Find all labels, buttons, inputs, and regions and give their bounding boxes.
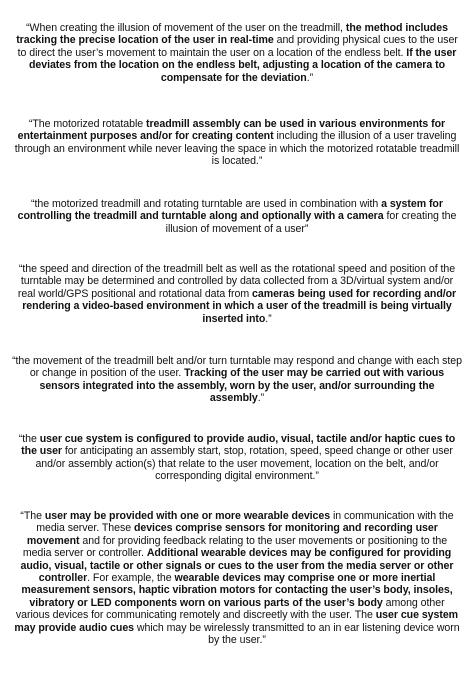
quote-text: .” bbox=[265, 312, 272, 325]
quote-text: “The motorized rotatable bbox=[28, 118, 146, 130]
quote-text: “the motorized treadmill and rotating turntable are used in combination with bbox=[31, 198, 382, 210]
quote-text: and for providing feedback relating to the user movements or positioning to the media server or controller. bbox=[22, 534, 448, 560]
quote-text: “the bbox=[18, 433, 40, 445]
quote-emphasis: wearable devices may comprise one or more inertial measurement sensors, haptic vibration motors for contacting the user’s body, insoles, vibratory or LED components worn on various parts of the user’s body bbox=[21, 572, 453, 609]
quote-treadmill-assembly bbox=[12, 118, 462, 168]
quote-text: . For example, the bbox=[87, 572, 175, 585]
quote-text: which may be wirelessly transmitted to an in ear listening device worn by the user.” bbox=[134, 621, 460, 647]
quote-text: for anticipating an assembly start, stop, rotation, speed, speed change or other user and/or assembly action(s) that relate to the user movement, location on the belt, and/or corresponding digital environment.” bbox=[35, 445, 453, 483]
quote-text: “The bbox=[20, 510, 45, 522]
quote-emphasis: Tracking of the user may be carried out with various sensors integrated into the assembly, worn by the user, and/or surrounding the assembly bbox=[39, 367, 445, 405]
quote-emphasis: Additional wearable devices may be configured for providing audio, visual, tactile or other signals or cues to the user from the media server or other controller bbox=[20, 547, 454, 585]
quote-text: for creating the illusion of movement of a user” bbox=[165, 210, 457, 235]
quote-tracking-method bbox=[12, 22, 462, 84]
quote-control-system bbox=[12, 198, 462, 235]
quote-text: “the movement of the treadmill belt and/or turn turntable may respond and change with each step or change in position of the user. bbox=[12, 355, 462, 380]
quote-speed-direction bbox=[12, 263, 462, 325]
quote-text: in communication with the media server. These bbox=[36, 510, 454, 535]
quote-user-cue-system bbox=[12, 433, 462, 483]
quote-text: “When creating the illusion of movement of the user on the treadmill, bbox=[26, 22, 346, 34]
quote-text: “the speed and direction of the treadmill belt as well as the rotational speed and position of the turntable may be determined and controlled by data collected from a 3D/virtual system and/or real world/GPS positional and rotational data from bbox=[17, 263, 456, 300]
quote-user-tracking bbox=[12, 355, 462, 405]
quote-emphasis: user cue system may provide audio cues bbox=[14, 609, 459, 634]
quote-wearable-devices bbox=[12, 510, 462, 646]
quote-text: .” bbox=[306, 71, 314, 84]
quote-emphasis: the method includes tracking the precise location of the user in real-time bbox=[16, 22, 448, 47]
quote-text: .” bbox=[257, 392, 265, 405]
quote-emphasis: If the user deviates from the location on the endless belt, adjusting a location of the camera to compensate for the deviation bbox=[28, 46, 457, 84]
quote-emphasis: devices comprise sensors for monitoring and recording user movement bbox=[26, 522, 438, 547]
quote-text: and providing physical cues to the user to direct the user’s movement to maintain the user on a location of the endless belt. bbox=[17, 34, 458, 59]
quote-emphasis: treadmill assembly can be used in various environments for entertainment purposes and/or for creating content bbox=[17, 118, 446, 143]
quote-emphasis: cameras being used for recording and/or rendering a video-based environment in which a user of the treadmill is being virtually inserted into bbox=[22, 287, 457, 325]
quote-text: among other various devices for communicating remotely and discreetly with the user. The bbox=[15, 596, 445, 622]
quote-emphasis: a system for controlling the treadmill and turntable along and optionally with a camera bbox=[17, 198, 443, 223]
quote-emphasis: user cue system is configured to provide audio, visual, tactile and/or haptic cues to the user bbox=[21, 433, 456, 458]
quote-text: including the illusion of a user traveling through an environment while never leaving the space in which the motorized rotatable treadmill is located.” bbox=[14, 130, 460, 168]
quote-emphasis: user may be provided with one or more wearable devices bbox=[44, 510, 331, 522]
